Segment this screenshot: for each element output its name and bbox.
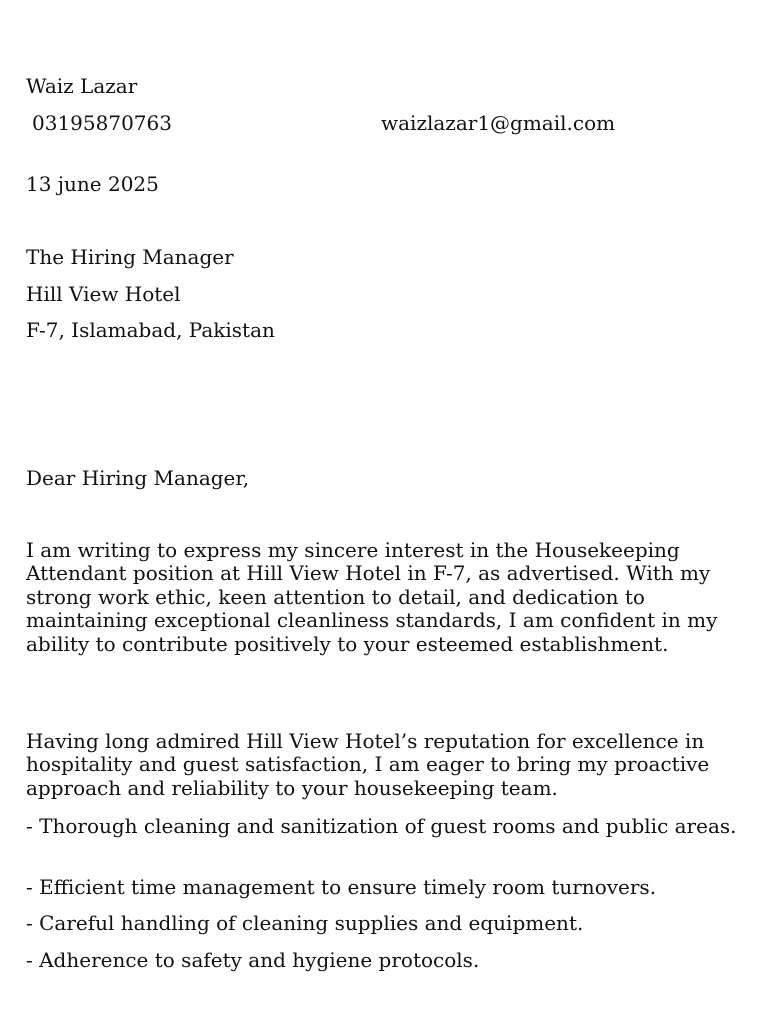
- sender-phone: 03195870763: [32, 111, 172, 135]
- bullet-item: - Efficient time management to ensure timely room turnovers.: [26, 875, 657, 899]
- bullet-item: - Adherence to safety and hygiene protocols.: [26, 948, 480, 972]
- recipient-company: Hill View Hotel: [26, 282, 181, 306]
- bullet-item: - Careful handling of cleaning supplies and equipment.: [26, 911, 584, 935]
- body-paragraph-2: Having long admired Hill View Hotel’s reputation for excellence in hospitality and guest satisfaction, I am eager to bring my proactive approach and reliability to your housekeeping team.: [26, 729, 710, 800]
- recipient-address: F-7, Islamabad, Pakistan: [26, 318, 275, 342]
- body-paragraph-1: I am writing to express my sincere interest in the Housekeeping Attendant position at Hill View Hotel in F-7, as advertised. With my strong work ethic, keen attention to detail, and dedication to maintaining exceptional cleanliness standards, I am confident in my ability to contribute positively to your esteemed establishment.: [26, 538, 718, 656]
- sender-email: waizlazar1@gmail.com: [381, 111, 616, 135]
- bullet-item: - Thorough cleaning and sanitization of guest rooms and public areas.: [26, 814, 737, 838]
- letter-date: 13 june 2025: [26, 172, 159, 196]
- recipient-title: The Hiring Manager: [26, 245, 234, 269]
- sender-name: Waiz Lazar: [26, 74, 138, 98]
- salutation: Dear Hiring Manager,: [26, 466, 250, 490]
